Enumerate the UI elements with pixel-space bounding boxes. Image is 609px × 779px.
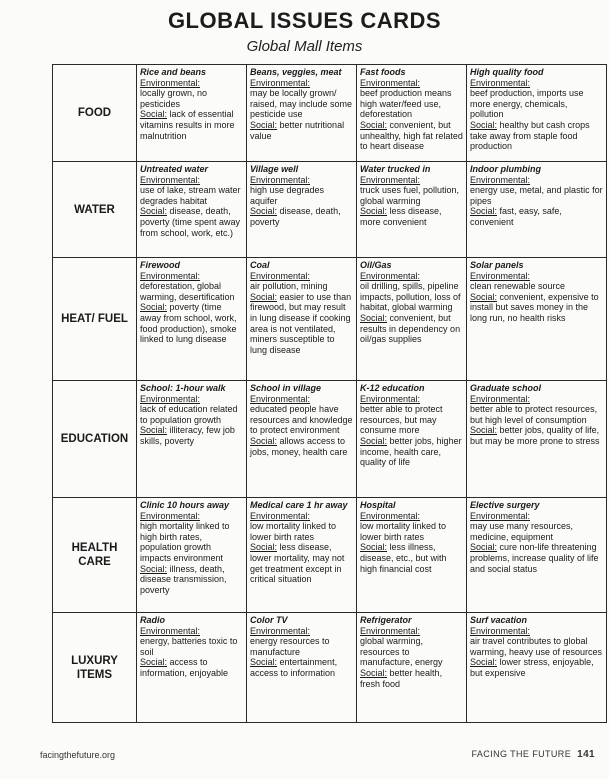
card-cell (357, 258, 467, 381)
environmental-label: Environmental: (250, 270, 311, 281)
social-label: Social: (250, 435, 278, 446)
environmental-text: energy use, metal, and plastic for pipes (470, 185, 603, 206)
environmental-label: Environmental: (360, 270, 421, 281)
social-text: convenient, expensive to install but saves money in the long run, no health risks (470, 291, 599, 323)
card-cell (247, 258, 357, 381)
category-label: WATER (53, 162, 137, 258)
environmental-text: truck uses fuel, pollution, global warming (360, 185, 460, 206)
environmental-label: Environmental: (360, 77, 421, 88)
social-text: illness, death, disease transmission, poverty (140, 563, 227, 595)
social-label: Social: (250, 291, 278, 302)
card-title: Beans, veggies, meat (250, 67, 342, 77)
social-label: Social: (360, 206, 388, 217)
social-line (140, 657, 243, 678)
environmental-text: deforestation, global warming, desertification (140, 281, 235, 302)
social-line (360, 206, 463, 227)
card-cell (357, 498, 467, 613)
social-line (360, 542, 463, 574)
issues-table (52, 64, 607, 723)
card-title: Solar panels (470, 260, 524, 270)
social-label: Social: (360, 119, 388, 130)
environmental-label: Environmental: (140, 625, 201, 636)
social-line (470, 657, 603, 678)
page-subtitle: Global Mall Items (246, 38, 363, 55)
table-row (53, 498, 607, 613)
environmental-text: low mortality linked to lower birth rates (360, 521, 447, 542)
environmental-label: Environmental: (470, 510, 531, 521)
social-line (250, 436, 353, 457)
card-cell (357, 613, 467, 723)
footer-publisher (471, 749, 595, 760)
social-label: Social: (470, 425, 498, 436)
social-line (250, 657, 353, 678)
social-line (470, 206, 603, 227)
social-line (140, 564, 243, 596)
social-label: Social: (360, 435, 388, 446)
card-cell (247, 162, 357, 258)
card-title: Hospital (360, 500, 396, 510)
environmental-text: beef production, imports use more energy, chemicals, pollution (470, 88, 584, 120)
table-row (53, 613, 607, 723)
card-title: Fast foods (360, 67, 406, 77)
card-cell (137, 65, 247, 162)
social-text: better jobs, quality of life, but may be more prone to stress (470, 425, 600, 446)
category-label: EDUCATION (53, 381, 137, 498)
social-line (470, 292, 603, 324)
social-text: disease, death, poverty (250, 206, 341, 227)
environmental-label: Environmental: (250, 174, 311, 185)
social-line (140, 302, 243, 344)
environmental-label: Environmental: (470, 625, 531, 636)
environmental-label: Environmental: (250, 393, 311, 404)
social-text: illiteracy, few job skills, poverty (140, 425, 235, 446)
environmental-text: lack of education related to population growth (140, 404, 238, 425)
card-cell (247, 381, 357, 498)
social-line (250, 292, 353, 356)
card-cell (467, 381, 607, 498)
social-text: less disease, more convenient (360, 206, 442, 227)
card-cell (357, 381, 467, 498)
card-cell (467, 498, 607, 613)
environmental-label: Environmental: (470, 77, 531, 88)
issues-table-body (53, 65, 607, 723)
social-text: allows access to jobs, money, health care (250, 435, 348, 457)
social-label: Social: (250, 119, 278, 130)
environmental-text: high use degrades aquifer (250, 185, 325, 206)
social-label: Social: (140, 657, 168, 668)
social-text: convenient, but unhealthy, high fat related to heart disease (360, 119, 463, 152)
environmental-label: Environmental: (470, 174, 531, 185)
card-title: Water trucked in (360, 164, 431, 174)
social-text: disease, death, poverty (time spent away from school, work, etc.) (140, 206, 241, 238)
social-line (470, 542, 603, 574)
social-text: better jobs, higher income, health care, quality of life (360, 435, 462, 468)
page-title: GLOBAL ISSUES CARDS (167, 8, 442, 33)
social-line (140, 425, 243, 446)
environmental-label: Environmental: (470, 393, 531, 404)
social-label: Social: (140, 206, 168, 217)
environmental-label: Environmental: (250, 510, 311, 521)
social-line (360, 436, 463, 468)
environmental-label: Environmental: (140, 510, 201, 521)
environmental-label: Environmental: (140, 270, 201, 281)
environmental-text: beef production means high water/feed use, deforestation (360, 88, 452, 120)
environmental-label: Environmental: (250, 625, 311, 636)
card-cell (247, 498, 357, 613)
social-label: Social: (250, 657, 278, 668)
environmental-label: Environmental: (360, 625, 421, 636)
social-text: less illness, disease, etc., but with high financial cost (360, 542, 447, 574)
card-cell (137, 381, 247, 498)
card-title: Surf vacation (470, 615, 528, 625)
card-title: Oil/Gas (360, 260, 392, 270)
social-line (470, 425, 603, 446)
card-cell (467, 162, 607, 258)
card-title: Graduate school (470, 383, 542, 393)
social-text: fast, easy, safe, convenient (470, 206, 562, 227)
environmental-label: Environmental: (470, 270, 531, 281)
card-title: Elective surgery (470, 500, 540, 510)
social-label: Social: (360, 667, 388, 678)
environmental-text: air travel contributes to global warming, heavy use of resources (470, 636, 603, 657)
social-text: less disease, lower mortality, may not get treatment except in critical situation (250, 542, 345, 585)
social-label: Social: (250, 206, 278, 217)
card-title: Village well (250, 164, 299, 174)
card-cell (137, 162, 247, 258)
environmental-text: air pollution, mining (250, 281, 328, 292)
table-row (53, 162, 607, 258)
card-title: Clinic 10 hours away (140, 500, 230, 510)
category-label: LUXURY ITEMS (53, 613, 137, 723)
card-cell (247, 613, 357, 723)
category-label: FOOD (53, 65, 137, 162)
footer-publisher-name: FACING THE FUTURE (471, 749, 572, 759)
environmental-label: Environmental: (360, 174, 421, 185)
social-label: Social: (470, 206, 498, 217)
table-row (53, 381, 607, 498)
environmental-text: clean renewable source (470, 281, 566, 292)
environmental-text: low mortality linked to lower birth rates (250, 521, 337, 542)
social-text: poverty (time away from school, work, food production), smoke linked to lung disease (140, 302, 237, 345)
environmental-text: may use many resources, medicine, equipment (470, 521, 574, 542)
environmental-text: global warming, resources to manufacture, energy (360, 636, 443, 668)
social-label: Social: (140, 302, 168, 313)
environmental-text: better able to protect resources, but high level of consumption (470, 404, 598, 425)
environmental-text: high mortality linked to high birth rates, population growth impacts environment (140, 521, 230, 563)
card-title: Indoor plumbing (470, 164, 541, 174)
card-title: High quality food (470, 67, 544, 77)
social-line (140, 206, 243, 238)
social-text: better health, fresh food (360, 667, 443, 689)
card-title: Color TV (250, 615, 288, 625)
card-cell (357, 162, 467, 258)
card-cell (137, 613, 247, 723)
page-number: 141 (577, 749, 595, 760)
social-label: Social: (140, 563, 168, 574)
footer-website: facingthefuture.org (40, 750, 116, 760)
social-label: Social: (470, 119, 498, 130)
environmental-text: use of lake, stream water degrades habitat (140, 185, 241, 206)
social-label: Social: (140, 109, 168, 120)
social-text: healthy but cash crops take away from staple food production (470, 119, 590, 152)
environmental-text: better able to protect resources, but may consume more (360, 404, 443, 436)
card-cell (467, 65, 607, 162)
environmental-text: locally grown, no pesticides (140, 88, 208, 109)
social-label: Social: (360, 542, 388, 553)
environmental-label: Environmental: (250, 77, 311, 88)
social-text: cure non-life threatening problems, increase quality of life and social status (470, 542, 599, 574)
card-cell (247, 65, 357, 162)
card-title: School: 1-hour walk (140, 383, 226, 393)
card-cell (467, 258, 607, 381)
social-line (140, 109, 243, 141)
environmental-label: Environmental: (140, 174, 201, 185)
category-label: HEAT/ FUEL (53, 258, 137, 381)
environmental-label: Environmental: (360, 393, 421, 404)
card-title: Refrigerator (360, 615, 412, 625)
social-line (470, 120, 603, 152)
environmental-text: energy resources to manufacture (250, 636, 330, 657)
social-line (360, 668, 463, 689)
category-label: HEALTH CARE (53, 498, 137, 613)
table-row (53, 258, 607, 381)
card-title: Untreated water (140, 164, 209, 174)
environmental-label: Environmental: (140, 393, 201, 404)
social-text: access to information, enjoyable (140, 657, 229, 678)
environmental-label: Environmental: (140, 77, 201, 88)
social-line (250, 206, 353, 227)
card-title: K-12 education (360, 383, 425, 393)
social-text: lower stress, enjoyable, but expensive (470, 657, 594, 678)
card-cell (137, 258, 247, 381)
environmental-text: may be locally grown/ raised, may include some pesticide use (250, 88, 353, 120)
card-cell (467, 613, 607, 723)
card-title: Coal (250, 260, 270, 270)
card-title: Medical care 1 hr away (250, 500, 348, 510)
card-title: Firewood (140, 260, 180, 270)
social-line (250, 120, 353, 141)
social-label: Social: (360, 312, 388, 323)
social-text: better nutritional value (250, 119, 345, 141)
social-text: entertainment, access to information (250, 657, 338, 678)
card-cell (137, 498, 247, 613)
environmental-text: energy, batteries toxic to soil (140, 636, 238, 657)
social-line (250, 542, 353, 584)
environmental-label: Environmental: (360, 510, 421, 521)
social-text: easier to use than firewood, but may result in lung disease if cooking area is not ventilated, miners susceptible to lung disease (250, 291, 352, 355)
social-label: Social: (250, 542, 278, 553)
card-title: School in village (250, 383, 322, 393)
social-label: Social: (470, 291, 498, 302)
table-row (53, 65, 607, 162)
social-label: Social: (470, 657, 498, 668)
social-text: lack of essential vitamins results in more malnutrition (140, 109, 235, 141)
environmental-text: educated people have resources and knowledge to protect environment (250, 404, 353, 436)
social-text: convenient, but results in dependency on oil/gas supplies (360, 312, 461, 345)
card-cell (357, 65, 467, 162)
social-label: Social: (470, 542, 498, 553)
card-title: Radio (140, 615, 166, 625)
card-title: Rice and beans (140, 67, 207, 77)
social-line (360, 120, 463, 152)
social-line (360, 313, 463, 345)
social-label: Social: (140, 425, 168, 436)
environmental-text: oil drilling, spills, pipeline impacts, pollution, loss of habitat, global warming (360, 281, 461, 313)
